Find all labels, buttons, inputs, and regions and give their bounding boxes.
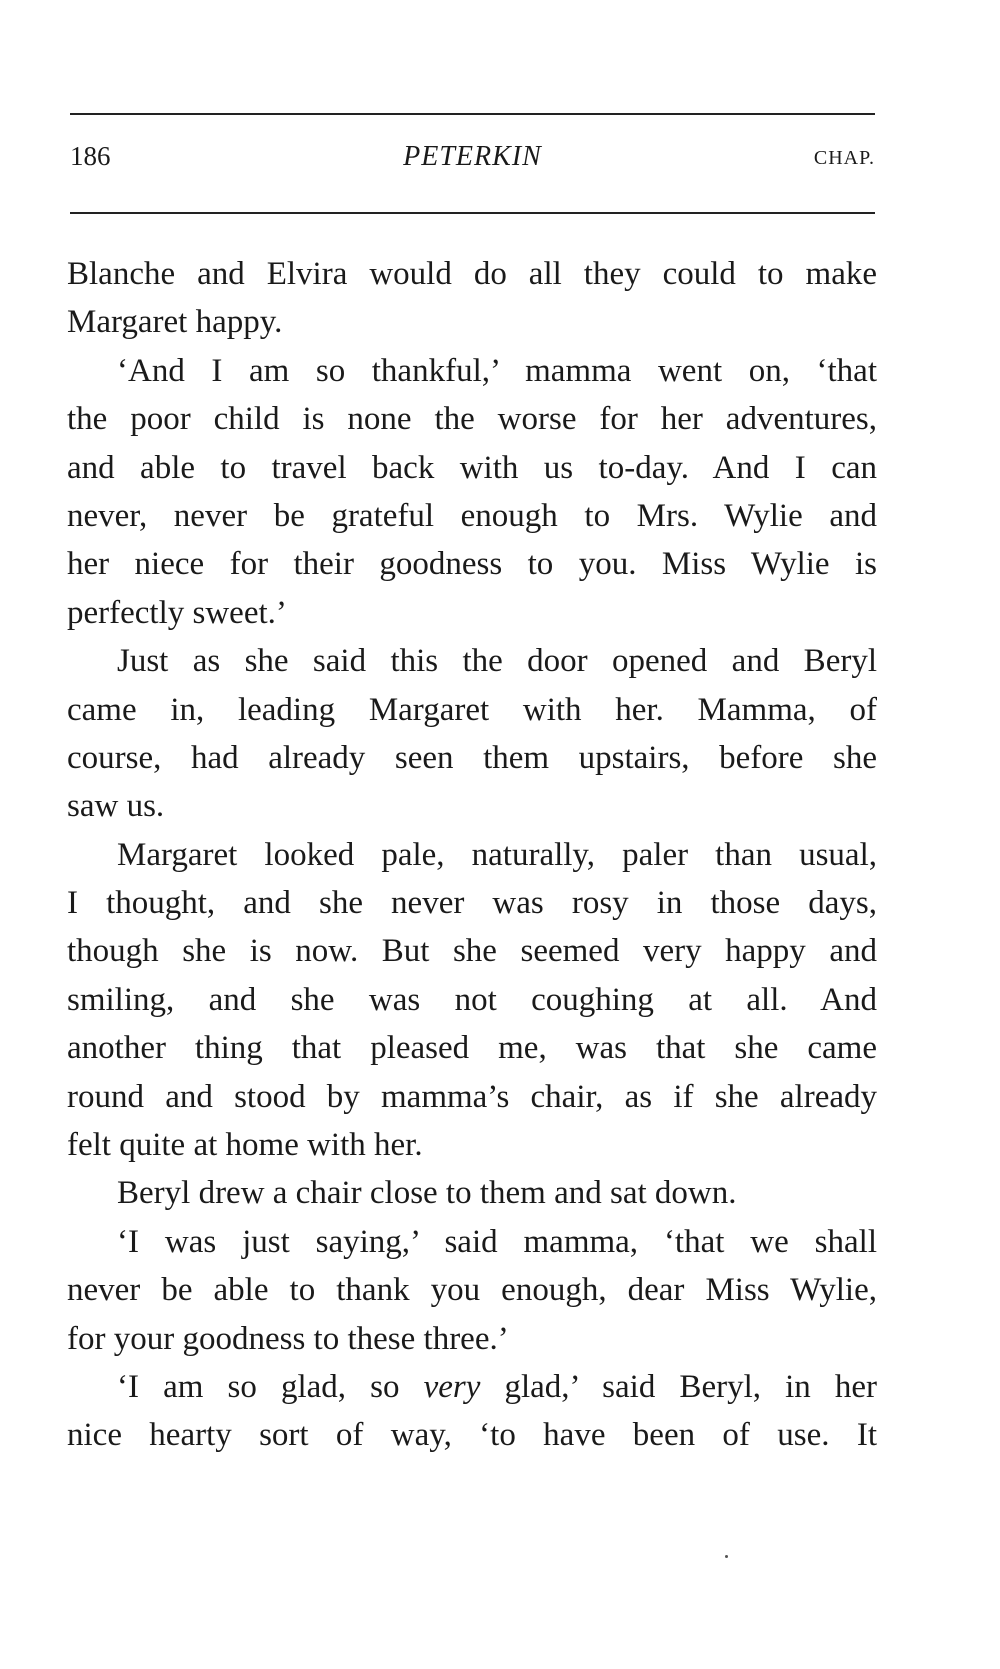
text-line: I thought, and she never was rosy in those days, [67,885,877,922]
text-line: felt quite at home with her. [67,1127,423,1164]
text-line: came in, leading Margaret with her. Mamma, of [67,691,877,728]
text-line: and able to travel back with us to-day. And I can [67,449,877,486]
text-line: though she is now. But she seemed very happy and [67,933,877,970]
page-header [70,141,875,181]
text-fragment: ‘I am so glad, so [117,1368,424,1405]
text-line: round and stood by mamma’s chair, as if she already [67,1078,877,1115]
running-title: PETERKIN [403,141,542,172]
text-line: another thing that pleased me, was that she came [67,1030,877,1067]
emphasized-word: very [423,1368,481,1405]
text-line [67,1363,877,1411]
text-line: smiling, and she was not coughing at all. And [67,981,877,1018]
text-line: for your goodness to these three.’ [67,1320,509,1357]
text-line: ‘And I am so thankful,’ mamma went on, ‘that [117,352,877,389]
text-line: Blanche and Elvira would do all they could to make [67,256,877,292]
text-fragment: glad,’ said Beryl, in her [480,1368,877,1405]
text-line: ‘I was just saying,’ said mamma, ‘that we shall [117,1223,877,1260]
body-text [67,250,877,1460]
scan-speck [725,1555,728,1558]
text-line: perfectly sweet.’ [67,594,287,631]
page-number: 186 [70,141,111,171]
text-line: Just as she said this the door opened and Beryl [117,643,877,680]
text-line: course, had already seen them upstairs, before she [67,739,877,776]
text-line: saw us. [67,788,165,825]
text-line: nice hearty sort of way, ‘to have been of use. It [67,1417,877,1454]
header-rule-bottom [70,212,875,214]
text-line: Beryl drew a chair close to them and sat down. [117,1175,737,1212]
header-rule-top [70,113,875,115]
text-line: Margaret happy. [67,304,283,341]
text-line: her niece for their goodness to you. Miss Wylie is [67,546,877,583]
text-line: Margaret looked pale, naturally, paler than usual, [117,836,877,873]
text-line: the poor child is none the worse for her adventures, [67,401,877,438]
chapter-label: CHAP. [813,147,875,169]
text-line: never be able to thank you enough, dear Miss Wylie, [67,1272,877,1309]
text-line: never, never be grateful enough to Mrs. Wylie and [67,497,877,534]
